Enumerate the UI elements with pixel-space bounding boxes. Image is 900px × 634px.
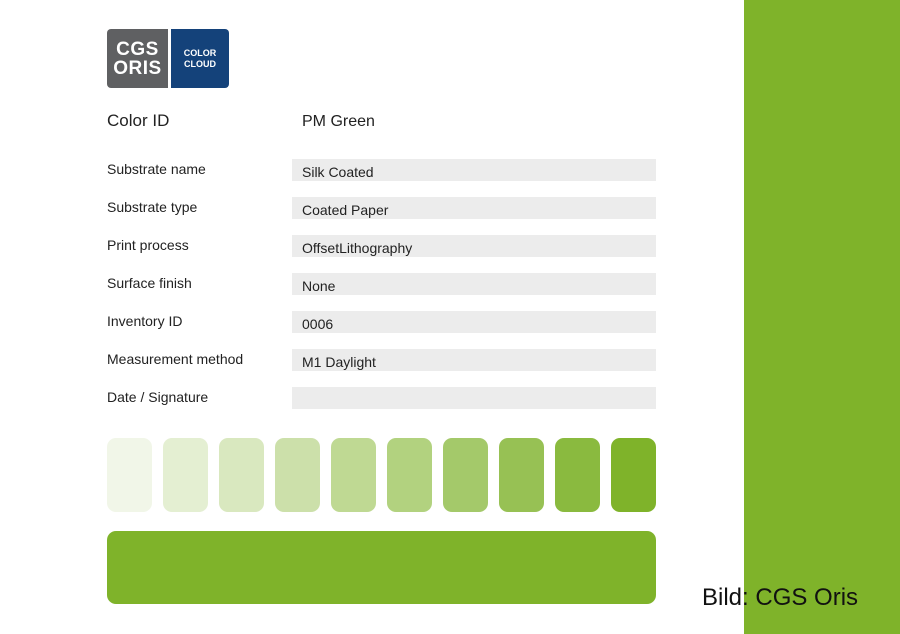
measurement-method-field[interactable]	[292, 349, 656, 371]
date-signature-field[interactable]	[292, 387, 656, 409]
cgs-oris-color-cloud-logo	[107, 29, 229, 88]
logo-brand-line2: ORIS	[113, 57, 162, 79]
tint-swatch-20	[163, 438, 208, 512]
side-color-panel	[744, 0, 900, 634]
field-label: Surface finish	[107, 275, 192, 291]
field-label: Inventory ID	[107, 313, 183, 329]
field-label: Substrate name	[107, 161, 206, 177]
field-row-measurement-method	[107, 349, 656, 371]
tint-swatch-80	[499, 438, 544, 512]
tint-swatch-100	[611, 438, 656, 512]
color-id-value: PM Green	[302, 113, 375, 130]
field-row-print-process	[107, 235, 656, 257]
tint-swatch-30	[219, 438, 264, 512]
cgs-oris-logo-block	[107, 29, 168, 88]
field-label: Substrate type	[107, 199, 198, 215]
field-row-surface-finish	[107, 273, 656, 295]
field-value: M1 Daylight	[302, 354, 376, 370]
field-label: Measurement method	[107, 351, 244, 367]
tint-swatch-10	[107, 438, 152, 512]
substrate-type-field[interactable]	[292, 197, 656, 219]
field-value: OffsetLithography	[302, 240, 413, 256]
substrate-name-field[interactable]	[292, 159, 656, 181]
field-row-date-signature	[107, 387, 656, 409]
field-value: Coated Paper	[302, 202, 389, 218]
print-process-field[interactable]	[292, 235, 656, 257]
field-label: Date / Signature	[107, 389, 209, 405]
image-credit: Bild: CGS Oris	[702, 584, 859, 611]
color-cloud-logo-block	[171, 29, 229, 88]
tint-swatch-70	[443, 438, 488, 512]
surface-finish-field[interactable]	[292, 273, 656, 295]
field-row-inventory-id	[107, 311, 656, 333]
tint-swatch-60	[387, 438, 432, 512]
tint-swatch-40	[275, 438, 320, 512]
logo-product-line1: COLOR	[183, 47, 217, 58]
logo-brand-line1: CGS	[116, 38, 159, 60]
tint-swatch-90	[555, 438, 600, 512]
inventory-id-field[interactable]	[292, 311, 656, 333]
color-id-label: Color ID	[107, 111, 170, 130]
field-value: Silk Coated	[302, 164, 374, 180]
field-label: Print process	[107, 237, 189, 253]
logo-product-line2: CLOUD	[184, 58, 216, 69]
field-value: None	[302, 278, 336, 294]
field-row-substrate-name	[107, 159, 656, 181]
solid-color-bar	[107, 531, 656, 604]
tint-swatch-50	[331, 438, 376, 512]
field-value: 0006	[302, 316, 334, 332]
field-row-substrate-type	[107, 197, 656, 219]
